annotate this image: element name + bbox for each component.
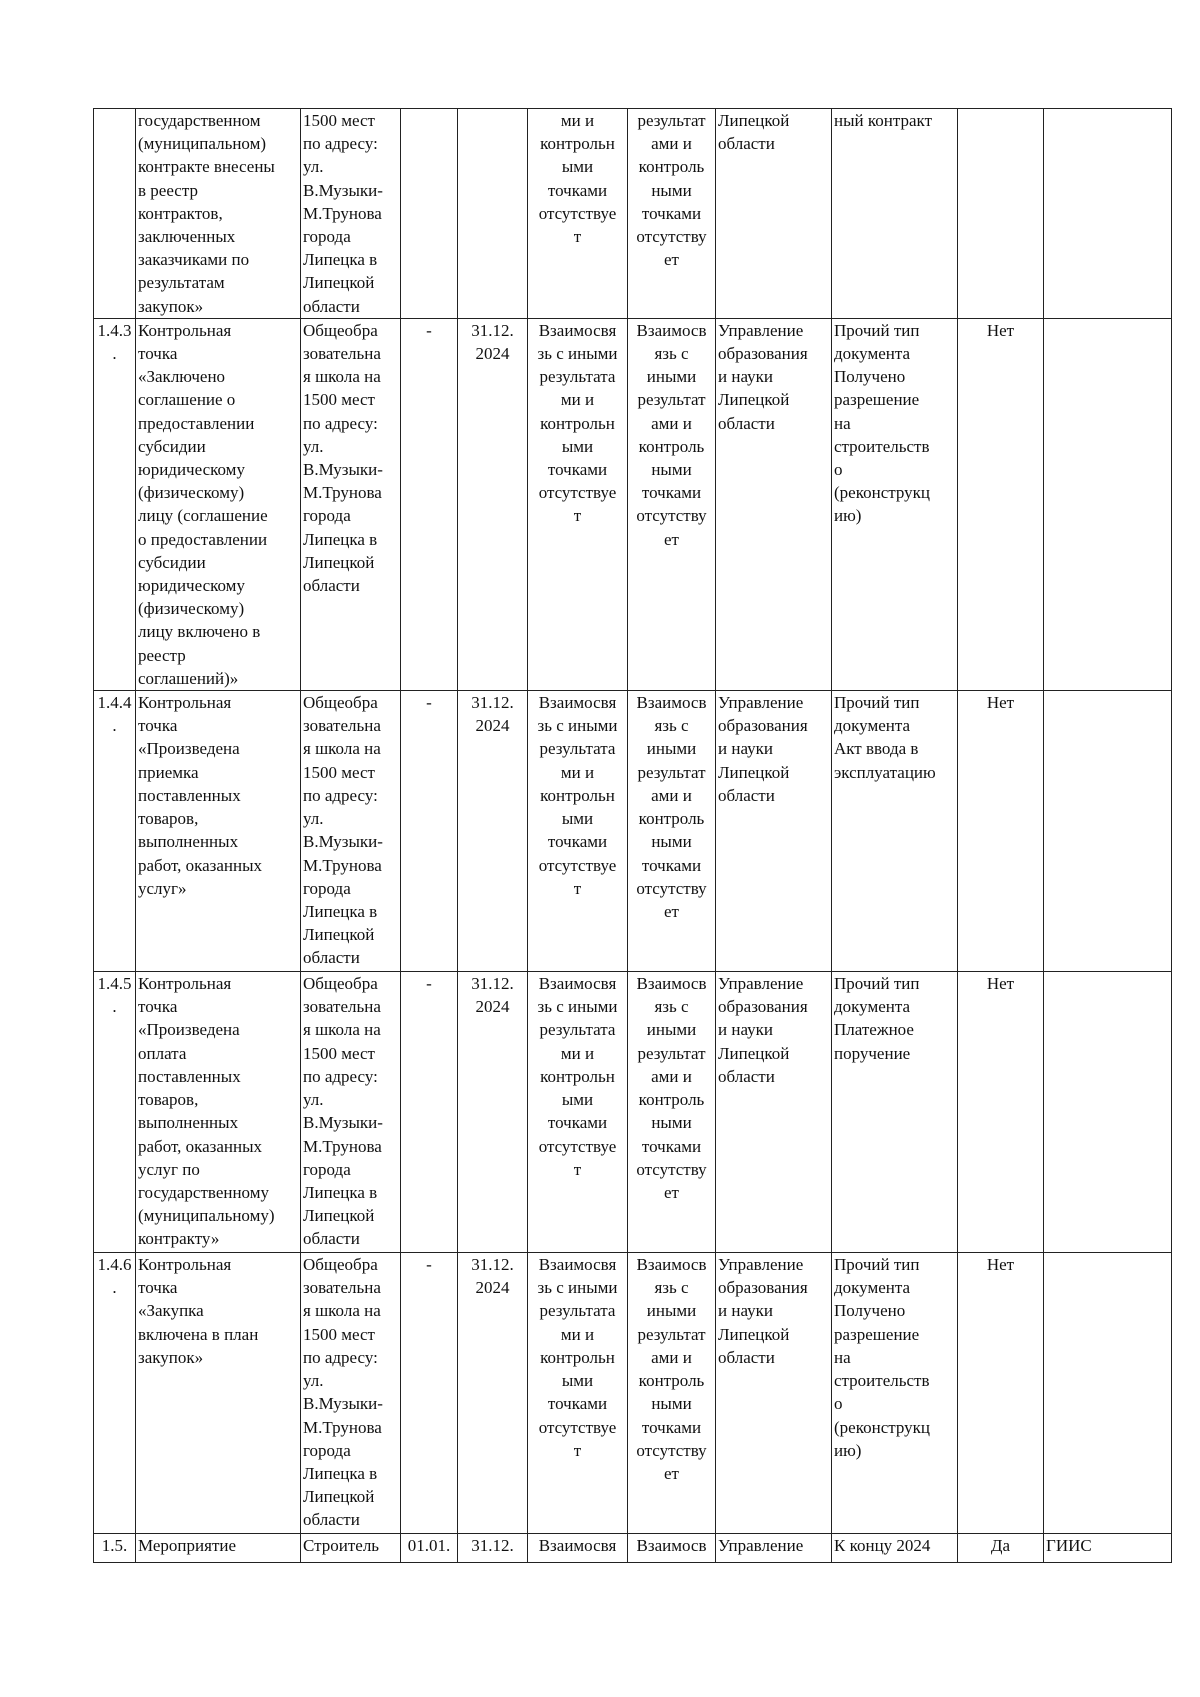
- flag-value: Нет: [958, 972, 1044, 1253]
- responsible-executor: Управление образования и науки Липецкой области: [716, 972, 832, 1253]
- info-system: [1044, 109, 1172, 319]
- responsible-executor: Управление: [716, 1534, 832, 1563]
- row-number: 1.4.6 .: [94, 1253, 136, 1534]
- row-number: 1.5.: [94, 1534, 136, 1563]
- responsible-executor: Управление образования и науки Липецкой области: [716, 1253, 832, 1534]
- object-description: Общеобра зовательна я школа на 1500 мест по адресу: ул. В.Музыки- М.Трунова города Липецка в Липецкой области: [301, 318, 401, 690]
- document-type: К концу 2024: [832, 1534, 958, 1563]
- event-name: Контрольная точка «Заключено соглашение о предоставлении субсидии юридическому (физическому) лицу (соглашение о предоставлении субсидии юридическому (физическому) лицу включено в реестр соглашений)»: [136, 318, 301, 690]
- end-date: 31.12. 2024: [458, 691, 528, 972]
- info-system: [1044, 972, 1172, 1253]
- event-name: государственном (муниципальном) контракте внесены в реестр контрактов, заключенных заказчиками по результатам закупок»: [136, 109, 301, 319]
- link-previous: ми и контрольн ыми точками отсутствуе т: [528, 109, 628, 319]
- start-date: -: [401, 318, 458, 690]
- link-previous: Взаимосвя: [528, 1534, 628, 1563]
- start-date: 01.01.: [401, 1534, 458, 1563]
- responsible-executor: Управление образования и науки Липецкой области: [716, 318, 832, 690]
- row-number: 1.4.3 .: [94, 318, 136, 690]
- link-next: Взаимосв: [628, 1534, 716, 1563]
- end-date: 31.12. 2024: [458, 1253, 528, 1534]
- start-date: -: [401, 691, 458, 972]
- event-name: Контрольная точка «Закупка включена в план закупок»: [136, 1253, 301, 1534]
- object-description: Общеобра зовательна я школа на 1500 мест по адресу: ул. В.Музыки- М.Трунова города Липецка в Липецкой области: [301, 1253, 401, 1534]
- link-previous: Взаимосвя зь с иными результата ми и контрольн ыми точками отсутствуе т: [528, 1253, 628, 1534]
- object-description: Строитель: [301, 1534, 401, 1563]
- event-name: Контрольная точка «Произведена приемка поставленных товаров, выполненных работ, оказанных услуг»: [136, 691, 301, 972]
- flag-value: Нет: [958, 318, 1044, 690]
- start-date: -: [401, 1253, 458, 1534]
- end-date: 31.12. 2024: [458, 318, 528, 690]
- link-next: Взаимосв язь с иными результат ами и контроль ными точками отсутству ет: [628, 972, 716, 1253]
- info-system: [1044, 1253, 1172, 1534]
- event-name: Контрольная точка «Произведена оплата поставленных товаров, выполненных работ, оказанных услуг по государственному (муниципальному) контракту»: [136, 972, 301, 1253]
- responsible-executor: Управление образования и науки Липецкой области: [716, 691, 832, 972]
- flag-value: Да: [958, 1534, 1044, 1563]
- table-row: [94, 318, 1172, 690]
- responsible-executor: Липецкой области: [716, 109, 832, 319]
- start-date: -: [401, 972, 458, 1253]
- info-system: [1044, 318, 1172, 690]
- document-type: Прочий тип документа Акт ввода в эксплуатацию: [832, 691, 958, 972]
- info-system: [1044, 691, 1172, 972]
- flag-value: Нет: [958, 691, 1044, 972]
- info-system: ГИИС: [1044, 1534, 1172, 1563]
- document-type: Прочий тип документа Получено разрешение на строительств о (реконструкц ию): [832, 1253, 958, 1534]
- end-date: 31.12. 2024: [458, 972, 528, 1253]
- table-row: [94, 1253, 1172, 1534]
- row-number: [94, 109, 136, 319]
- document-type: Прочий тип документа Платежное поручение: [832, 972, 958, 1253]
- row-number: 1.4.4 .: [94, 691, 136, 972]
- start-date: [401, 109, 458, 319]
- object-description: Общеобра зовательна я школа на 1500 мест по адресу: ул. В.Музыки- М.Трунова города Липецка в Липецкой области: [301, 972, 401, 1253]
- end-date: 31.12.: [458, 1534, 528, 1563]
- link-next: Взаимосв язь с иными результат ами и контроль ными точками отсутству ет: [628, 318, 716, 690]
- table-row: [94, 972, 1172, 1253]
- link-previous: Взаимосвя зь с иными результата ми и контрольн ыми точками отсутствуе т: [528, 691, 628, 972]
- row-number: 1.4.5 .: [94, 972, 136, 1253]
- object-description: 1500 мест по адресу: ул. В.Музыки- М.Трунова города Липецка в Липецкой области: [301, 109, 401, 319]
- table-row: [94, 691, 1172, 972]
- control-points-table: [93, 108, 1172, 1563]
- flag-value: Нет: [958, 1253, 1044, 1534]
- link-next: Взаимосв язь с иными результат ами и контроль ными точками отсутству ет: [628, 691, 716, 972]
- link-next: результат ами и контроль ными точками отсутству ет: [628, 109, 716, 319]
- table-row: [94, 109, 1172, 319]
- end-date: [458, 109, 528, 319]
- link-previous: Взаимосвя зь с иными результата ми и контрольн ыми точками отсутствуе т: [528, 318, 628, 690]
- table-row: [94, 1534, 1172, 1563]
- link-previous: Взаимосвя зь с иными результата ми и контрольн ыми точками отсутствуе т: [528, 972, 628, 1253]
- event-name: Мероприятие: [136, 1534, 301, 1563]
- document-type: ный контракт: [832, 109, 958, 319]
- object-description: Общеобра зовательна я школа на 1500 мест по адресу: ул. В.Музыки- М.Трунова города Липецка в Липецкой области: [301, 691, 401, 972]
- link-next: Взаимосв язь с иными результат ами и контроль ными точками отсутству ет: [628, 1253, 716, 1534]
- document-type: Прочий тип документа Получено разрешение на строительств о (реконструкц ию): [832, 318, 958, 690]
- flag-value: [958, 109, 1044, 319]
